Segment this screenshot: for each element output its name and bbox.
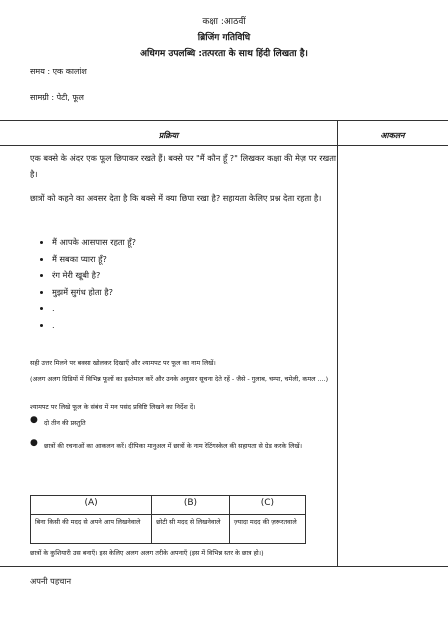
next-section-title: अपनी पहचान (30, 576, 72, 586)
footer-note: छात्रों के कुशियारी उस बनाएँ। इस केलिए अलग अलग तरीके अपनाएँ (इस में विभिन्न स्तर के छात्र हो।) (30, 549, 264, 557)
column-divider (337, 120, 338, 566)
header-bottom-border (0, 145, 448, 146)
bullet-dot: ● (30, 415, 38, 425)
activity-title: ब्रिजिंग गतिविधि (197, 33, 251, 43)
grade-table (30, 495, 306, 544)
point-presentation: दो तीन की प्रस्तुति (44, 419, 86, 427)
process-paragraph-1: एक बक्से के अंदर एक फूल छिपाकर रखते हैं। बक्से पर "मैं कौन हूँ ?" लिखकर कक्षा की मेज़ पर रखता है। (30, 153, 337, 179)
learning-outcome: अधिगम उपलब्धि :तत्परता के साथ हिंदी लिखता है। (140, 49, 308, 59)
list-item: • मैं सबका प्यारा हूँ? (52, 251, 342, 268)
question-list (38, 234, 342, 333)
note-different-flowers: (अलग अलग ग्रिडियों में विभिन्न फूलों का इस्तेमाल करें और उनके अनुसार सूचना देते रहें - जैसे - गुलाब, चम्पा, चमेली, कमल ....) (30, 375, 329, 383)
grade-a-label: (A) (31, 496, 152, 515)
grade-b-label: (B) (152, 496, 230, 515)
list-item: • . (52, 300, 342, 317)
material-label: सामग्री : पेटी, फूल (30, 93, 84, 102)
process-paragraph-2: छात्रों को कहने का अवसर देता है कि बक्से में क्या छिपा रखा है? सहायता केलिए प्रश्न देता रहता है। (30, 193, 322, 203)
grade-c-desc: ज़्यादा मदद की ज़रूरतवाले (229, 515, 305, 544)
assessment-column-header: आकलन (380, 131, 405, 140)
class-title: कक्षा :आठवीं (202, 17, 246, 27)
list-item: • रंग मेरी खूबी है? (52, 267, 342, 284)
note-correct-answer: सही उत्तर मिलने पर बक्सा खोलकर दिखाएँ और श्यामपट पर फूल का नाम लिखें। (30, 359, 216, 367)
table-bottom-border (0, 566, 448, 567)
list-item: • मैं आपके आसपास रहता हूँ? (52, 234, 342, 251)
point-assessment: छात्रों की रचनाओं का आकलन करें। दीपिका मानुअल में छात्रों के नाम रेटिंगस्केल की सहायता से ग्रेड करके लिखें। (44, 442, 303, 450)
list-item: • मुझमें सुगंध होता है? (52, 284, 342, 301)
bullet-dot: ● (30, 438, 38, 448)
list-item: • . (52, 317, 342, 334)
table-top-border (0, 120, 448, 121)
grade-a-desc: बिना किसी की मदद से अपने आप लिखनेवाले (31, 515, 152, 544)
grade-c-label: (C) (229, 496, 305, 515)
grade-b-desc: छोटी सी मदद से लिखनेवाले (152, 515, 230, 544)
time-label: समय : एक कालांश (30, 67, 87, 76)
process-column-header: प्रक्रिया (158, 131, 179, 140)
note-blackboard: श्यामपट पर लिखे फूल के संबंध में मन पसंद प्रविष्टि लिखने का निर्देश दें। (30, 403, 196, 411)
